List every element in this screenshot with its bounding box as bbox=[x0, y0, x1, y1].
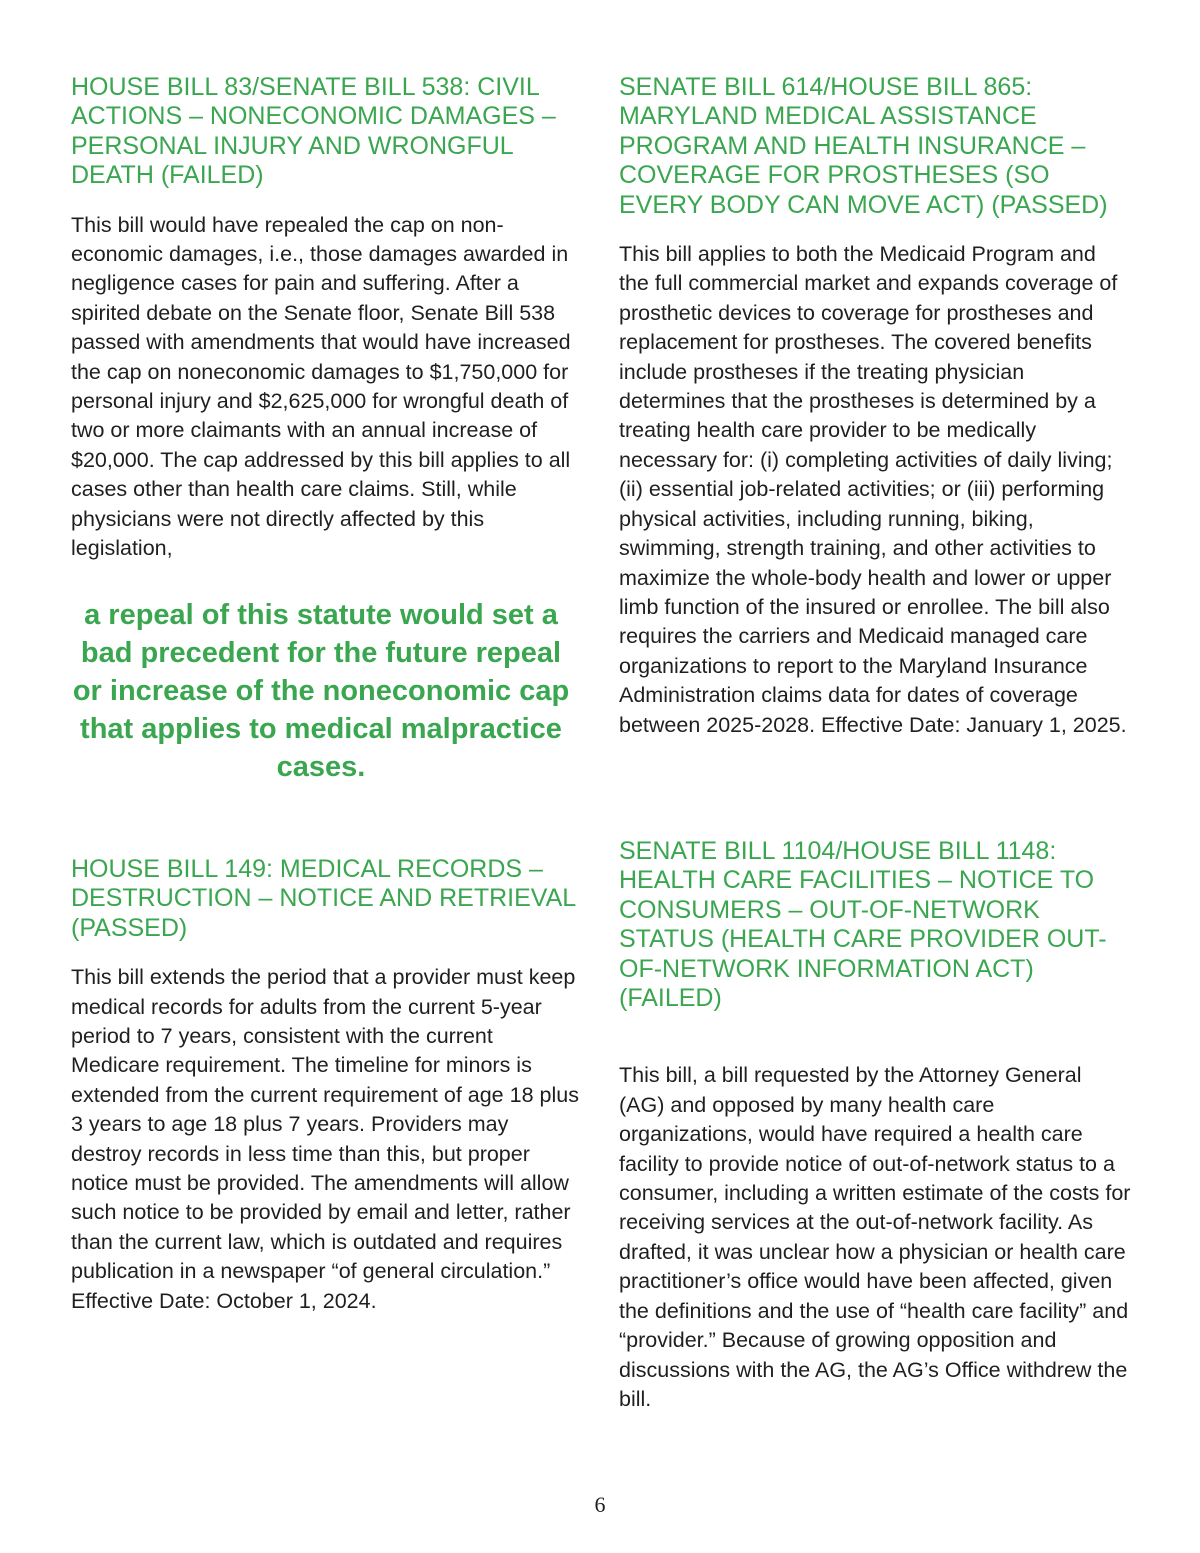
article-heading: HOUSE BILL 149: MEDICAL RECORDS – DESTRUCTION – NOTICE AND RETRIEVAL (PASSED) bbox=[71, 855, 576, 942]
article-body: This bill extends the period that a provider must keep medical records for adults from the current 5-year period to 7 years, consistent with the current Medicare requirement. The timeline for minors is extended from the current requirement of age 18 plus 3 years to age 18 plus 7 years. Providers may destroy records in less time than this, but proper notice must be provided. The amendments will allow such notice to be provided by email and letter, rather than the current law, which is outdated and requires publication in a newspaper “of general circulation.” Effective Date: October 1, 2024. bbox=[71, 965, 579, 1313]
article-heading: HOUSE BILL 83/SENATE BILL 538: CIVIL ACTIONS – NONECONOMIC DAMAGES – PERSONAL INJURY AND WRONGFUL DEATH (FAILED) bbox=[71, 73, 556, 190]
article-body: This bill would have repealed the cap on non-economic damages, i.e., those damages awarded in negligence cases for pain and suffering. After a spirited debate on the Senate floor, Senate Bill 538 passed with amendments that would have increased the cap on noneconomic damages to $1,750,000 for personal injury and $2,625,000 for wrongful death of two or more claimants with an annual increase of $20,000. The cap addressed by this bill applies to all cases other than health care claims. Still, while physicians were not directly affected by this legislation, bbox=[71, 212, 571, 561]
article-hb149 bbox=[71, 855, 583, 1316]
article-heading: SENATE BILL 614/HOUSE BILL 865: MARYLAND MEDICAL ASSISTANCE PROGRAM AND HEALTH INSURANCE – COVERAGE FOR PROSTHESES (SO EVERY BODY CAN MOVE ACT) (PASSED) bbox=[619, 73, 1108, 219]
article-hb83-sb538 bbox=[71, 73, 583, 564]
article-body: This bill applies to both the Medicaid Program and the full commercial market and expands coverage of prosthetic devices to coverage for prostheses and replacement for prostheses. The covered benefits include prostheses if the treating physician determines that the prostheses is determined by a treating health care provider to be medically necessary for: (i) completing activities of daily living; (ii) essential job-related activities; or (iii) performing physical activities, including running, biking, swimming, strength training, and other activities to maximize the whole-body health and lower or upper limb function of the insured or enrollee. The bill also requires the carriers and Medicaid managed care organizations to report to the Maryland Insurance Administration claims data for dates of coverage between 2025-2028. Effective Date: January 1, 2025. bbox=[619, 242, 1127, 737]
page-number: 6 bbox=[594, 1492, 606, 1517]
article-heading: SENATE BILL 1104/HOUSE BILL 1148: HEALTH CARE FACILITIES – NOTICE TO CONSUMERS – OUT-OF-NETWORK STATUS (HEALTH CARE PROVIDER OUT-OF-NETWORK INFORMATION ACT) (FAILED) bbox=[619, 837, 1107, 1013]
article-sb614-hb865 bbox=[619, 73, 1131, 740]
article-sb1104-hb1148 bbox=[619, 837, 1131, 1414]
pull-quote: a repeal of this statute would set a bad precedent for the future repeal or increase of the noneconomic cap that applies to medical malpractice cases. bbox=[72, 599, 570, 783]
article-body: This bill, a bill requested by the Attorney General (AG) and opposed by many health care organizations, would have required a health care facility to provide notice of out-of-network status to a consumer, including a written estimate of the costs for receiving services at the out-of-network facility. As drafted, it was unclear how a physician or health care practitioner’s office would have been affected, given the definitions and the use of “health care facility” and “provider.” Because of growing opposition and discussions with the AG, the AG’s Office withdrew the bill. bbox=[619, 1063, 1131, 1411]
